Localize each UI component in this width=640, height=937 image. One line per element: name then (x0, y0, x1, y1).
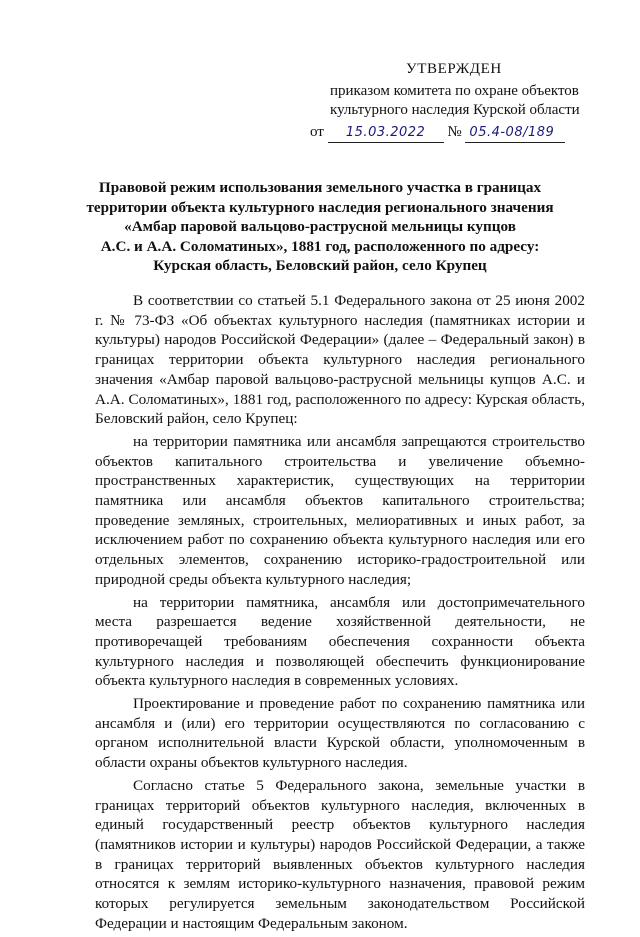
approval-title: УТВЕРЖДЕН (406, 61, 502, 77)
body-paragraph: В соответствии со статьей 5.1 Федерального закона от 25 июня 2002 г. № 73-ФЗ «Об объектах культурного наследия (памятниках истории и культуры) народов Российской Федерации» (далее – Федеральный закон) в границах территории объекта культурного наследия регионального значения «Амбар паровой вальцово-раструсной мельницы купцов А.С. и А.А. Соломатиных», 1881 год, расположенного по адресу: Курская область, Беловский район, село Крупец: (95, 292, 585, 428)
heading-line: территории объекта культурного наследия регионального значения (86, 198, 554, 216)
body-paragraph: на территории памятника или ансамбля запрещаются строительство объектов капитального строительства и увеличение объемно-пространственных характеристик, существующих на территории памятника или ансамбля объектов капитального строительства; проведение земляных, строительных, мелиоративных и иных работ, за исключением работ по сохранению объекта культурного наследия или его отдельных элементов, сохранению историко-градостроительной или природной среды объекта культурного наследия; (95, 432, 585, 588)
approval-line-2: культурного наследия Курской области (330, 102, 580, 118)
handwritten-number: 05.4-08/189 (465, 123, 565, 143)
heading-line: А.С. и А.А. Соломатиных», 1881 год, расположенного по адресу: (100, 237, 540, 255)
heading-line: Курская область, Беловский район, село Крупец (153, 257, 487, 274)
document-heading (80, 178, 560, 276)
approval-line-1: приказом комитета по охране объектов (330, 83, 579, 99)
body-paragraph: Проектирование и проведение работ по сохранению памятника или ансамбля и (или) его территории осуществляются по согласованию с органом исполнительной власти Курской области, уполномоченным в области охраны объектов культурного наследия. (95, 695, 585, 772)
approval-stamp-block (300, 60, 600, 143)
number-prefix: № (447, 124, 462, 140)
handwritten-date: 15.03.2022 (328, 123, 444, 143)
approval-date-number-line (300, 123, 600, 143)
heading-line: Правовой режим использования земельного участка в границах (98, 179, 542, 196)
body-paragraph: на территории памятника, ансамбля или достопримечательного места разрешается ведение хозяйственной деятельности, не противоречащей требованиям обеспечения сохранности объекта культурного наследия и позволяющей обеспечить функционирование объекта культурного наследия в современных условиях. (95, 593, 585, 690)
date-prefix: от (310, 124, 324, 140)
body-paragraph: Согласно статье 5 Федерального закона, земельные участки в границах территорий объектов культурного наследия, включенных в единый государственный реестр объектов культурного наследия (памятников истории и культуры) народов Российской Федерации, а также в границах территорий выявленных объектов культурного наследия относятся к землям историко-культурного назначения, правовой режим которых регулируется земельным законодательством Российской Федерации и настоящим Федеральным законом. (95, 776, 585, 932)
document-body (95, 291, 585, 937)
heading-line: «Амбар паровой вальцово-раструсной мельницы купцов (124, 218, 516, 235)
